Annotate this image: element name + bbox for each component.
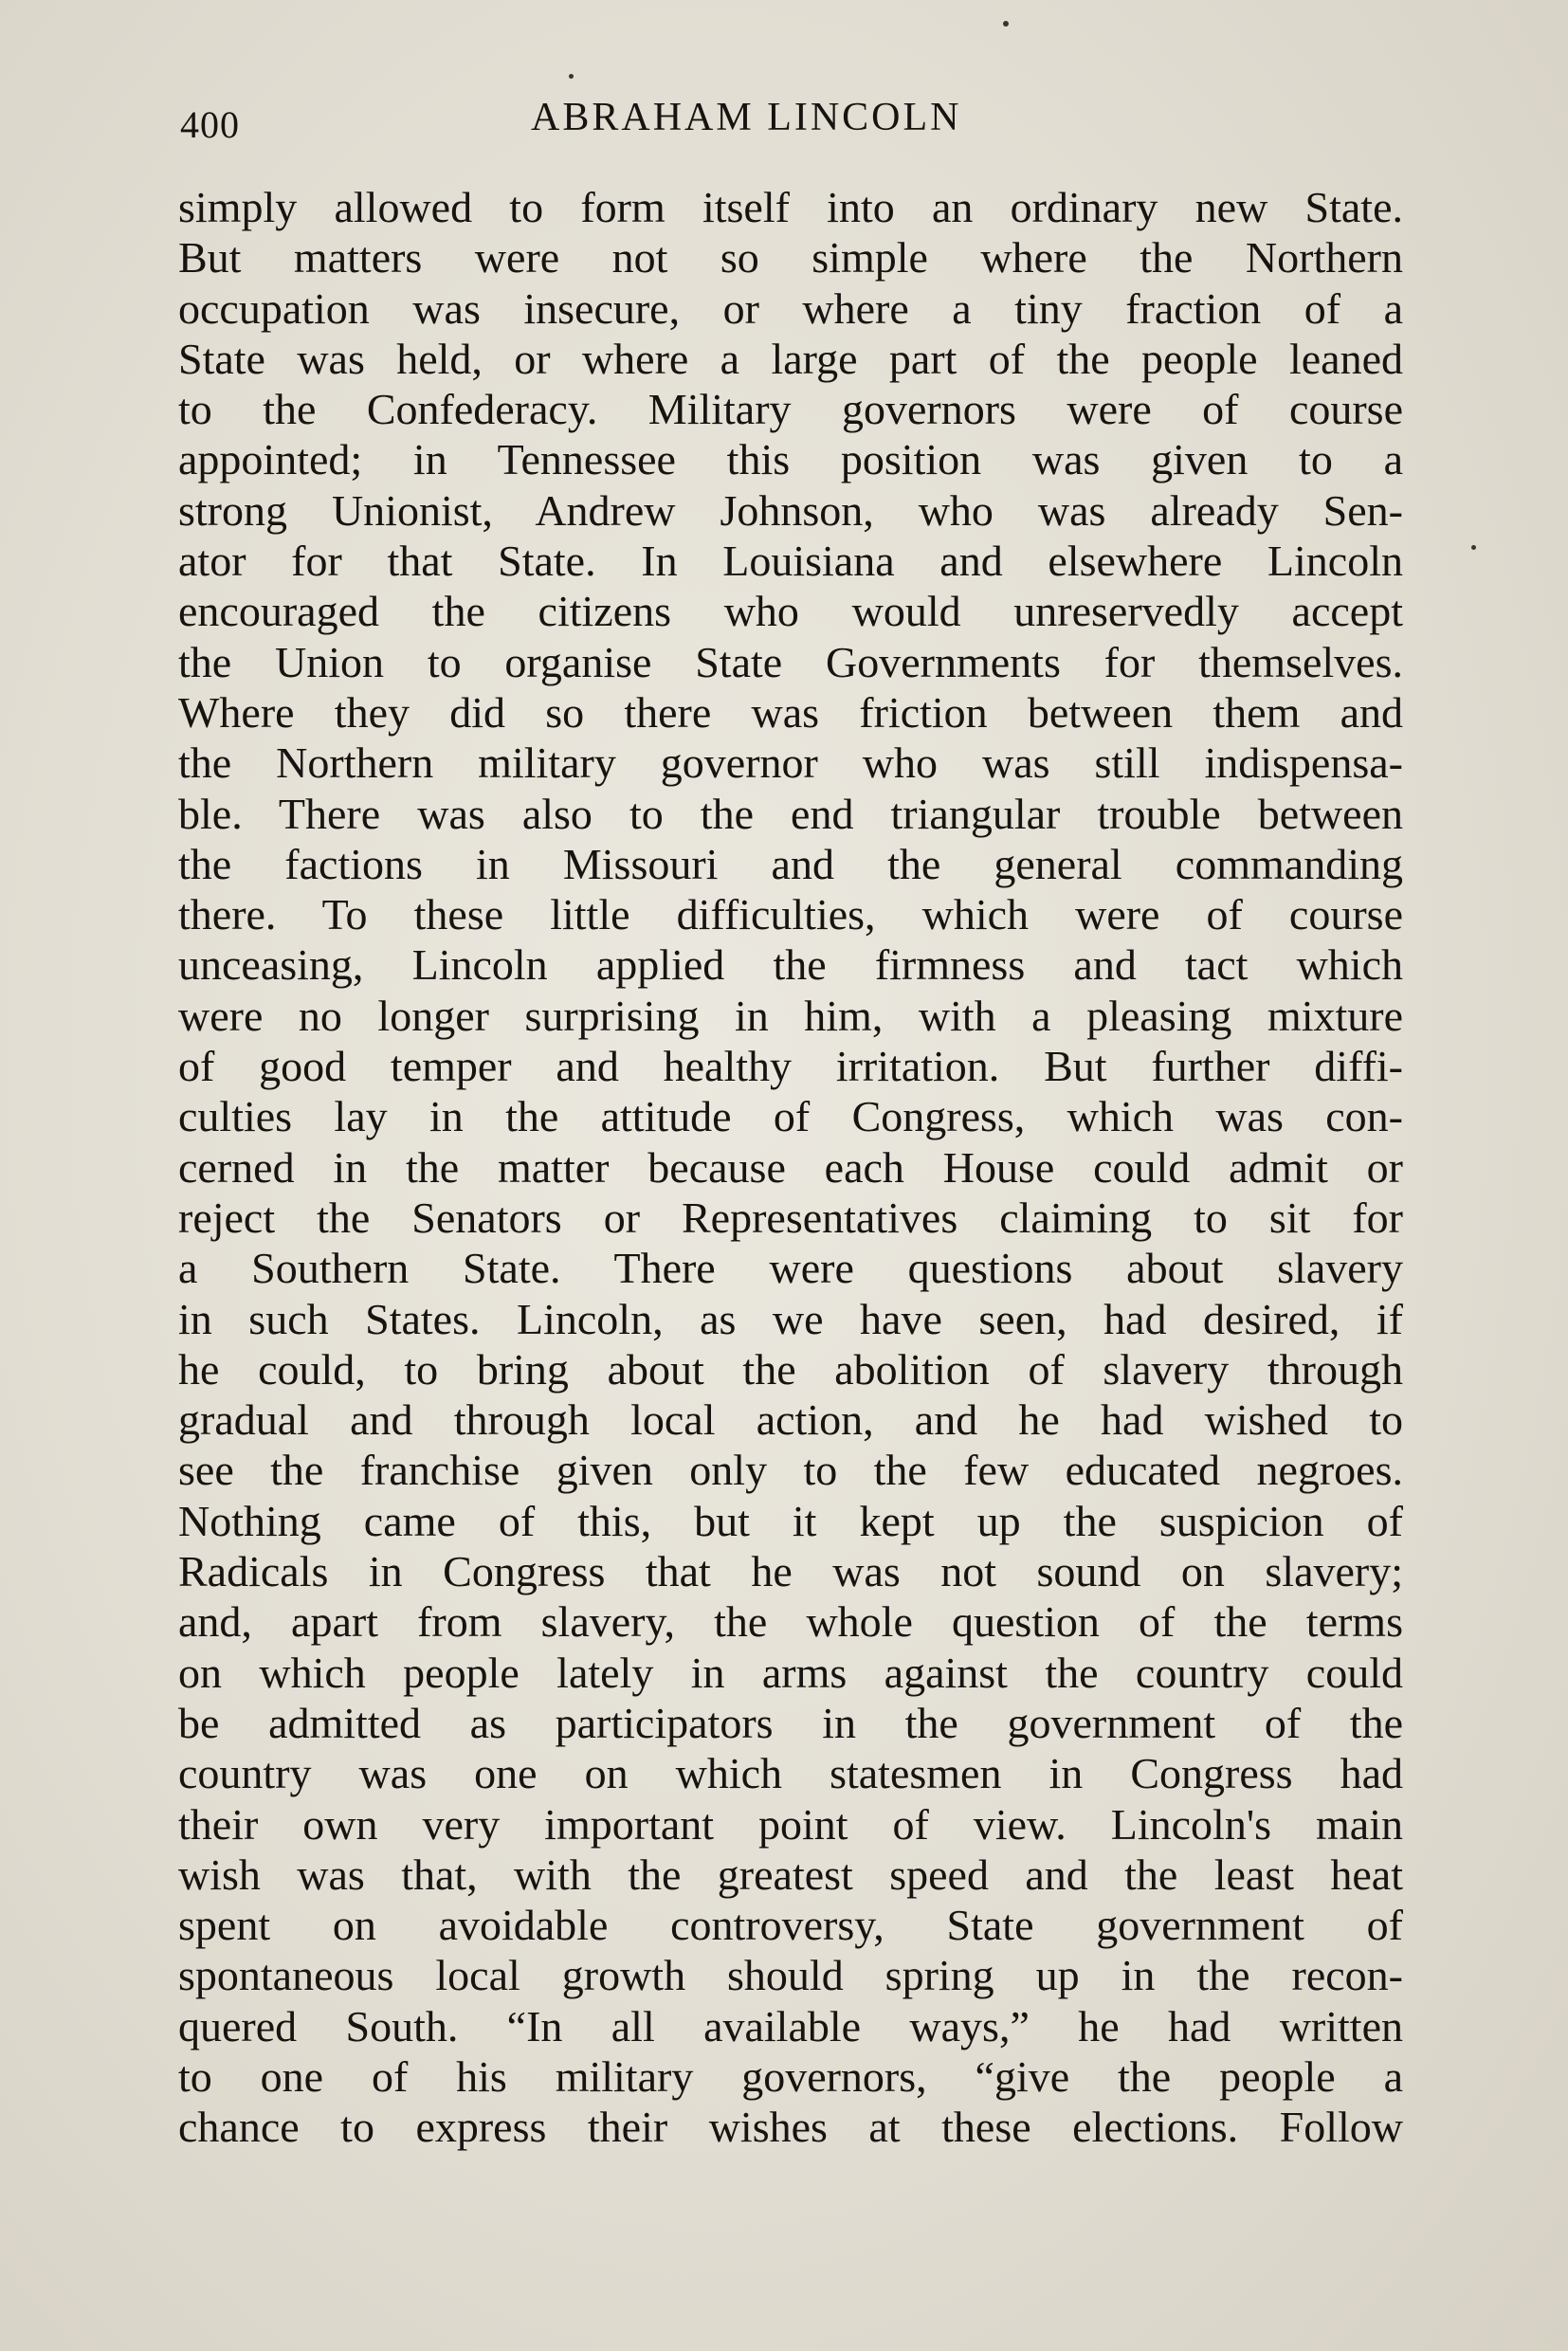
text-line: the factions in Missouri and the general commanding xyxy=(178,839,1403,888)
text-line: spent on avoidable controversy, State government of xyxy=(178,1901,1403,1950)
text-line: But matters were not so simple where the Northern xyxy=(178,233,1403,282)
text-line: encouraged the citizens who would unreservedly accept xyxy=(178,587,1403,636)
text-line: he could, to bring about the abolition of slavery through xyxy=(178,1344,1403,1394)
text-line: the Union to organise State Governments for themselves. xyxy=(178,637,1403,686)
paper-speck xyxy=(569,74,574,79)
running-head: ABRAHAM LINCOLN xyxy=(531,96,962,139)
page-header xyxy=(180,95,1033,152)
text-line: cerned in the matter because each House could admit or xyxy=(178,1142,1403,1192)
text-line: there. To these little difficulties, which were of course xyxy=(178,890,1403,939)
page-number: 400 xyxy=(180,103,240,146)
text-line: see the franchise given only to the few educated negroes. xyxy=(178,1446,1403,1495)
text-line: to the Confederacy. Military governors were of course xyxy=(178,385,1403,434)
text-line: were no longer surprising in him, with a pleasing mixture xyxy=(178,991,1403,1040)
text-line: on which people lately in arms against the country could xyxy=(178,1648,1403,1697)
text-line: culties lay in the attitude of Congress, which was con- xyxy=(178,1092,1403,1141)
text-line: gradual and through local action, and he had wished to xyxy=(178,1395,1403,1445)
text-line: spontaneous local growth should spring up in the recon- xyxy=(178,1951,1403,2000)
text-line: ator for that State. In Louisiana and elsewhere Lincoln xyxy=(178,537,1403,586)
text-line: simply allowed to form itself into an ordinary new State. xyxy=(178,183,1403,231)
text-line: wish was that, with the greatest speed and the least heat xyxy=(178,1850,1403,1899)
paper-speck xyxy=(1471,545,1476,550)
text-line: appointed; in Tennessee this position was given to a xyxy=(178,435,1403,484)
text-line: a Southern State. There were questions about slavery xyxy=(178,1244,1403,1293)
text-line: Nothing came of this, but it kept up the suspicion of xyxy=(178,1496,1403,1545)
text-line: of good temper and healthy irritation. But further diffi- xyxy=(178,1042,1403,1091)
text-line: strong Unionist, Andrew Johnson, who was already Sen- xyxy=(178,485,1403,535)
text-line: unceasing, Lincoln applied the firmness and tact which xyxy=(178,940,1403,990)
text-line: be admitted as participators in the government of the xyxy=(178,1698,1403,1747)
text-line: ble. There was also to the end triangular trouble between xyxy=(178,789,1403,838)
text-line: country was one on which statesmen in Congress had xyxy=(178,1749,1403,1798)
text-line: to one of his military governors, “give the people a xyxy=(178,2051,1403,2101)
text-line: in such States. Lincoln, as we have seen, had desired, if xyxy=(178,1294,1403,1343)
text-line: their own very important point of view. Lincoln's main xyxy=(178,1799,1403,1849)
text-line: chance to express their wishes at these elections. Follow xyxy=(178,2103,1403,2152)
text-line: reject the Senators or Representatives claiming to sit for xyxy=(178,1193,1403,1242)
text-line: and, apart from slavery, the whole question of the terms xyxy=(178,1597,1403,1647)
text-line: Radicals in Congress that he was not sound on slavery; xyxy=(178,1547,1403,1596)
paper-speck xyxy=(1003,21,1009,27)
text-line: the Northern military governor who was still indispensa- xyxy=(178,738,1403,788)
body-text xyxy=(178,182,1403,2153)
text-line: occupation was insecure, or where a tiny fraction of a xyxy=(178,283,1403,333)
text-line: quered South. “In all available ways,” he had written xyxy=(178,2001,1403,2050)
text-line: State was held, or where a large part of the people leaned xyxy=(178,334,1403,383)
text-line: Where they did so there was friction between them and xyxy=(178,687,1403,737)
